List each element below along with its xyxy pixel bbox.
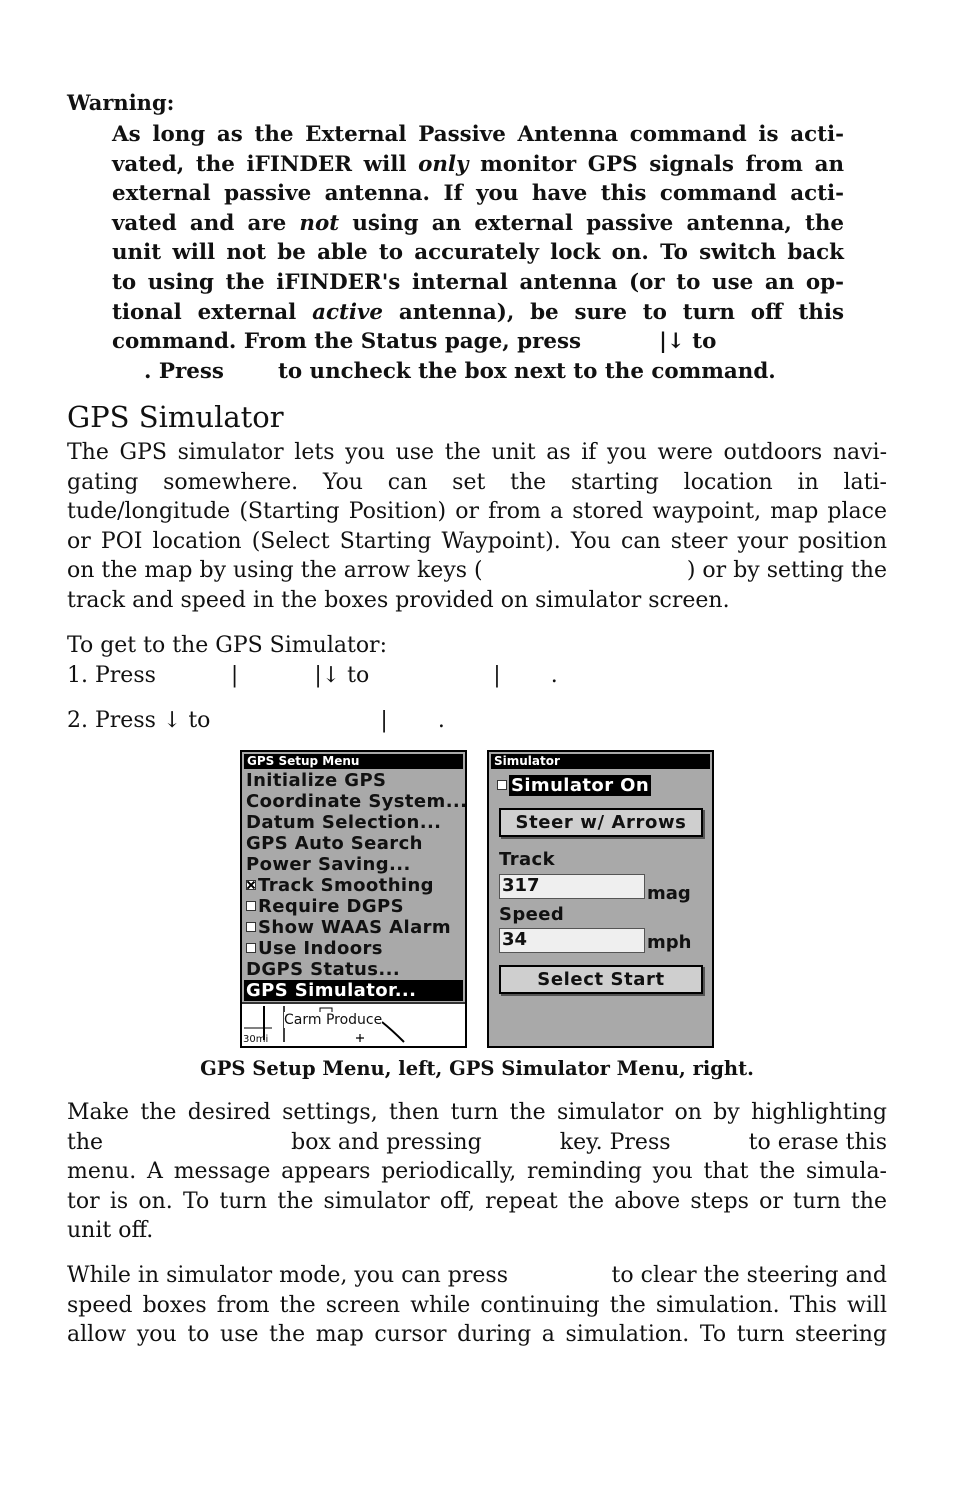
gps-menu-item-label: Initialize GPS — [246, 770, 387, 791]
gps-menu-item-label: GPS Auto Search — [246, 833, 423, 854]
paragraph-text: box and pressing — [291, 1129, 482, 1155]
warning-line: tional external active antenna), be sure to turn off this — [112, 299, 844, 325]
warning-line: vated and are not using an external passive antenna, the — [112, 210, 844, 236]
speed-unit: mph — [647, 932, 692, 953]
track-label: Track — [499, 849, 555, 870]
track-field[interactable]: 317 — [499, 874, 645, 899]
step-2 — [67, 706, 887, 736]
warning-body — [112, 120, 844, 386]
paragraph-line — [67, 1261, 887, 1291]
intro-line: or POI location (Select Starting Waypoint). You can steer your position — [67, 528, 887, 554]
gps-menu-item-label: Track Smoothing — [258, 875, 434, 896]
warning-text: . Press — [144, 358, 224, 384]
gps-menu-item[interactable] — [244, 959, 400, 980]
step-text: 1. Press — [67, 663, 156, 688]
warning-text: command. From the Status page, press — [112, 329, 582, 355]
gps-menu-item[interactable] — [244, 875, 434, 896]
intro-line: track and speed in the boxes provided on simulator screen. — [67, 587, 730, 613]
step-text: 2. Press ↓ to — [67, 708, 211, 733]
checkbox-icon[interactable] — [246, 901, 256, 911]
checkbox-icon[interactable] — [246, 880, 256, 890]
gps-menu-item-label: Coordinate System... — [246, 791, 468, 812]
checkbox-icon[interactable] — [246, 922, 256, 932]
gps-menu-item[interactable] — [244, 896, 404, 917]
select-start-button[interactable]: Select Start — [499, 965, 703, 994]
steer-with-arrows-button[interactable]: Steer w/ Arrows — [499, 808, 703, 837]
section-title: GPS Simulator — [67, 400, 284, 434]
warning-line — [112, 327, 844, 357]
intro-line: gating somewhere. You can set the starting location in lati- — [67, 469, 887, 495]
gps-menu-item-label: Require DGPS — [258, 896, 404, 917]
speed-label: Speed — [499, 904, 565, 925]
gps-menu-item[interactable] — [244, 854, 411, 875]
paragraph-text: to erase this — [748, 1129, 887, 1155]
intro-paragraph — [67, 438, 887, 616]
step-text: | — [493, 663, 501, 688]
map-preview — [242, 1002, 465, 1046]
track-unit: mag — [647, 883, 691, 904]
gps-menu-item[interactable] — [244, 980, 463, 1001]
simulator-on-label: Simulator On — [511, 775, 650, 796]
gps-menu-item-label: Use Indoors — [258, 938, 383, 959]
step-text: . — [550, 663, 558, 688]
paragraph-text: key. Press — [559, 1129, 671, 1155]
warning-text: |↓ to — [659, 329, 717, 355]
steps-intro: To get to the GPS Simulator: — [67, 633, 387, 658]
intro-text: on the map by using the arrow keys ( — [67, 558, 483, 584]
intro-text: ) or by setting the — [686, 558, 887, 584]
emphasis-text: not — [299, 210, 340, 236]
simulator-on-checkbox[interactable] — [497, 775, 651, 797]
paragraph-line: tor is on. To turn the simulator off, repeat the above steps or turn the — [67, 1188, 887, 1214]
gps-menu-item[interactable] — [244, 917, 451, 938]
step-text: . — [437, 708, 445, 733]
intro-line — [67, 556, 887, 586]
figure-caption: GPS Setup Menu, left, GPS Simulator Menu, right. — [200, 1057, 754, 1080]
map-scale: 30mi — [243, 1034, 269, 1045]
speed-field[interactable]: 34 — [499, 928, 645, 953]
gps-menu-item-label: Show WAAS Alarm — [258, 917, 452, 938]
simulator-screen — [487, 750, 714, 1048]
step-1 — [67, 661, 887, 691]
gps-setup-menu-screen — [240, 750, 467, 1048]
checkbox-icon[interactable] — [246, 943, 256, 953]
warning-line: As long as the External Passive Antenna command is acti- — [112, 122, 844, 147]
paragraph-line: allow you to use the map cursor during a simulation. To turn steering — [67, 1322, 887, 1348]
warning-text: to uncheck the box next to the command. — [277, 358, 776, 384]
gps-menu-item-label: Power Saving... — [246, 854, 411, 875]
paragraph-text: the — [67, 1129, 104, 1155]
warning-title: Warning: — [67, 90, 175, 115]
gps-menu-item-label: GPS Simulator... — [246, 980, 417, 1001]
intro-line: tude/longitude (Starting Position) or from a stored waypoint, map place — [67, 499, 887, 525]
gps-menu-title: GPS Setup Menu — [244, 754, 463, 769]
checkbox-icon[interactable] — [497, 780, 507, 790]
emphasis-text: active — [312, 299, 384, 325]
step-text: | — [380, 708, 388, 733]
gps-menu-item[interactable] — [244, 770, 386, 791]
paragraph-text: While in simulator mode, you can press — [67, 1263, 508, 1288]
warning-line: external passive antenna. If you have this command acti- — [112, 181, 844, 207]
paragraph-line — [67, 1128, 887, 1158]
gps-menu-item-label: DGPS Status... — [246, 959, 401, 980]
warning-line — [112, 357, 844, 387]
paragraph-line: speed boxes from the screen while continuing the simulation. This will — [67, 1292, 887, 1318]
warning-line: vated, the iFINDER will only monitor GPS signals from an — [112, 151, 844, 177]
warning-line: to using the iFINDER's internal antenna (or to use an op- — [112, 269, 844, 295]
sim-menu-title: Simulator — [491, 754, 710, 769]
settings-paragraph — [67, 1098, 887, 1246]
step-text: |↓ to — [314, 663, 370, 688]
emphasis-text: only — [418, 151, 469, 177]
paragraph-text: to clear the steering and — [611, 1263, 887, 1288]
gps-menu-item-label: Datum Selection... — [246, 812, 442, 833]
gps-menu-item[interactable] — [244, 812, 441, 833]
step-text: | — [230, 663, 239, 688]
gps-menu-item[interactable] — [244, 791, 467, 812]
paragraph-line: Make the desired settings, then turn the simulator on by highlighting — [67, 1100, 887, 1125]
paragraph-line: menu. A message appears periodically, reminding you that the simula- — [67, 1159, 887, 1185]
gps-menu-item[interactable] — [244, 938, 383, 959]
simulator-mode-paragraph — [67, 1261, 887, 1350]
intro-line: The GPS simulator lets you use the unit as if you were outdoors navi- — [67, 440, 887, 465]
map-label: Carm Produce — [284, 1012, 383, 1028]
paragraph-line: unit off. — [67, 1218, 154, 1244]
gps-menu-item[interactable] — [244, 833, 423, 854]
warning-line: unit will not be able to accurately lock on. To switch back — [112, 240, 844, 266]
